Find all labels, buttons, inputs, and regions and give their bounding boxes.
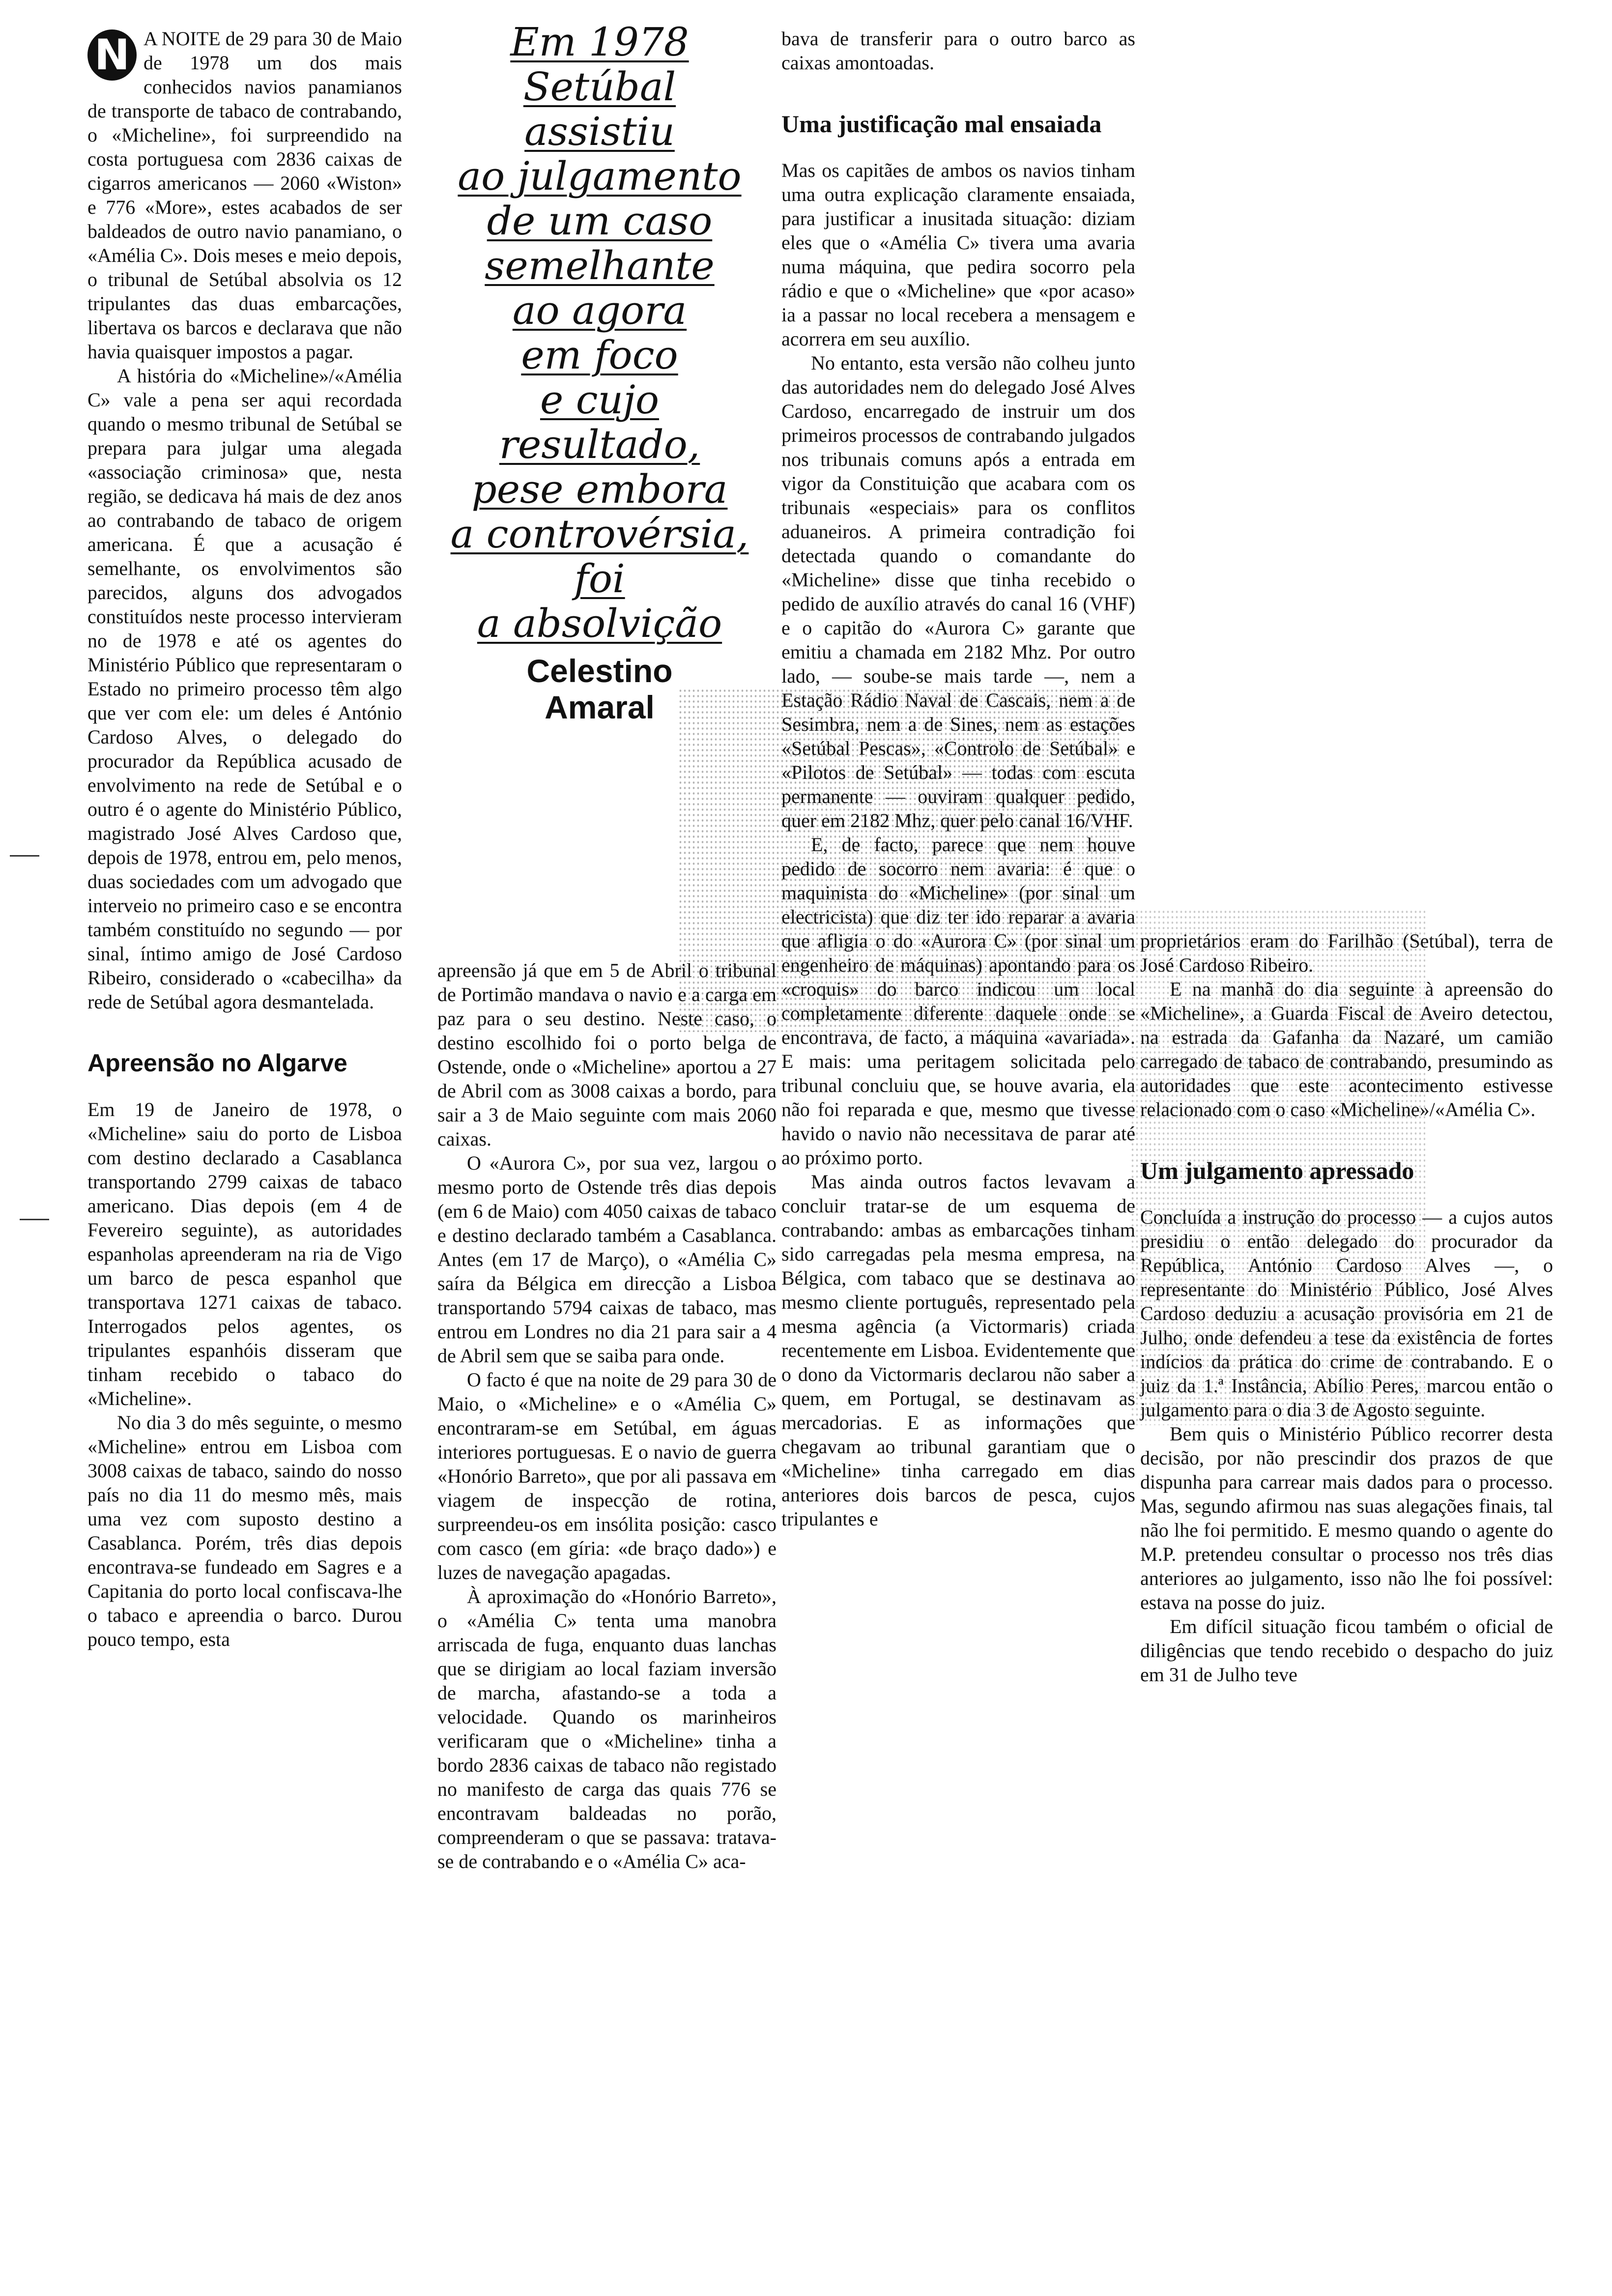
- headline-line: assistiu: [524, 109, 675, 154]
- headline-line: em foco: [521, 332, 678, 378]
- column-2: [437, 958, 777, 1873]
- headline-line: a controvérsia,: [450, 511, 749, 557]
- paragraph: proprietários eram do Farilhão (Setúbal), terra de José Cardoso Ribeiro.: [1140, 930, 1553, 976]
- column-3: [781, 27, 1135, 1531]
- headline-line: Setúbal: [523, 64, 676, 110]
- subheading: Uma justificação mal ensaiada: [781, 110, 1102, 138]
- paragraph: À aproximação do «Honório Barreto», o «Amélia C» tenta uma manobra arriscada de fuga, enquanto duas lanchas que se dirigiam ao local faziam inversão de marcha, afastando-se a toda a velocidade. Quando os marinheiros verificaram que o «Micheline» tinha a bordo 2836 caixas de tabaco não registado no manifesto de carga das quais 776 se encontravam baldeadas no porão, compreenderam o que se passava: tratava-se de contrabando e o «Amélia C» aca-: [437, 1585, 777, 1872]
- headline-line: e cujo: [540, 377, 660, 423]
- paragraph: Mas ainda outros factos levavam a concluir tratar-se de um esquema de contrabando: ambas as embarcações tinham sido carregadas pela mesma empresa, na Bélgica, com tabaco que se destinava ao mesmo cliente português, representado pela mesma agência (a Victormaris) criada recentemente em Lisboa. Evidentemente que o dono da Victormaris declarou não saber a quem, em Portugal, se destinavam as mercadorias. E as informações que chegavam ao tribunal garantiam que o «Micheline» tinha carregado em dias anteriores dois barcos de pesca, cujos tripulantes e: [781, 1171, 1135, 1530]
- byline-last-name: Amaral: [545, 689, 655, 725]
- headline-line: de um caso: [487, 198, 713, 244]
- headline-line: ao agora: [512, 287, 687, 333]
- margin-mark: [20, 1219, 49, 1220]
- paragraph: E, de facto, parece que nem houve pedido de socorro nem avaria: é que o maquinista do «Micheline» (por sinal um electricista) que diz ter ido reparar a avaria que afligia o do «Aurora C» (por sinal um engenheiro de máquinas) apontando para os «croquis» do barco indicou um local completamente diferente daquele onde se encontrava, de facto, a máquina «avariada». E mais: uma peritagem solicitada pelo tribunal concluiu que, se houve avaria, ela não foi reparada e que, mesmo que tivesse havido o navio não necessitava de parar até ao próximo porto.: [781, 833, 1135, 1169]
- paragraph: Mas os capitães de ambos os navios tinham uma outra explicação claramente ensaiada, para justificar a inusitada situação: diziam eles que o «Amélia C» tivera uma avaria numa máquina, que pedira socorro pela rádio e que o «Micheline» que «por acaso» ia a passar no local recebera a mensagem e acorrera em seu auxílio.: [781, 159, 1135, 350]
- margin-mark: [10, 855, 39, 857]
- subheading: Um julgamento apressado: [1140, 1157, 1414, 1184]
- paragraph: Em difícil situação ficou também o oficial de diligências que tendo recebido o despacho do juiz em 31 de Julho teve: [1140, 1615, 1553, 1686]
- headline-line: Em 1978: [510, 19, 689, 65]
- paragraph: A NOITE de 29 para 30 de Maio de 1978 um dos mais conhecidos navios panamianos de transporte de tabaco de contrabando, o «Micheline», foi surpreendido na costa portuguesa com 2836 caixas de cigarros americanos — 2060 «Wiston» e 776 «More», estes acabados de ser baldeados de outro navio panamiano, o «Amélia C». Dois meses e meio depois, o tribunal de Setúbal absolvia os 12 tripulantes das duas embarcações, libertava os barcos e declarava que não havia quaisquer impostos a pagar.: [87, 28, 402, 363]
- paragraph: E na manhã do dia seguinte à apreensão do «Micheline», a Guarda Fiscal de Aveiro detectou, na estrada da Gafanha da Nazaré, um camião carregado de tabaco de contrabando, presumindo as autoridades que este acontecimento estivesse relacionado com o caso «Micheline»/«Amélia C».: [1140, 978, 1553, 1120]
- headline-line: pese embora: [471, 466, 728, 512]
- drop-cap: N: [87, 29, 137, 81]
- column-1: [87, 27, 402, 1651]
- paragraph: Concluída a instrução do processo — a cujos autos presidiu o então delegado do procurador da República, António Cardoso Alves —, o representante do Ministério Público, José Alves Cardoso deduziu a acusação provisória em 21 de Julho, onde defendeu a tese da existência de fortes indícios da prática do crime de contrabando. E o juiz da 1.ª Instância, Abílio Peres, marcou então o julgamento para o dia 3 de Agosto seguinte.: [1140, 1206, 1553, 1421]
- headline-line: resultado,: [499, 422, 700, 467]
- headline-line: ao julgamento: [458, 153, 742, 199]
- paragraph: Bem quis o Ministério Público recorrer desta decisão, por não prescindir dos prazos de que dispunha para carrear mais dados para o processo. Mas, segundo afirmou nas suas alegações finais, tal não lhe foi permitido. E mesmo quando o agente do M.P. pretendeu consultar o processo nos três dias anteriores ao julgamento, isso não lhe foi possível: estava na posse do juiz.: [1140, 1423, 1553, 1613]
- headline-line: foi: [574, 556, 625, 602]
- headline-line: a absolvição: [477, 601, 722, 646]
- byline: [432, 653, 767, 725]
- subheading: Apreensão no Algarve: [87, 1049, 347, 1077]
- column-4: [1140, 929, 1553, 1687]
- paragraph: O facto é que na noite de 29 para 30 de Maio, o «Micheline» e o «Amélia C» encontraram-se em Setúbal, em águas interiores portuguesas. E o navio de guerra «Honório Barreto», que por ali passava em viagem de inspecção de rotina, surpreendeu-os em insólita posição: casco com casco (em gíria: «de braço dado») e luzes de navegação apagadas.: [437, 1369, 777, 1583]
- paragraph: apreensão já que em 5 de Abril o tribunal de Portimão mandava o navio e a carga em paz para o seu destino. Neste caso, o destino escolhido foi o porto belga de Ostende, onde o «Micheline» aportou a 27 de Abril com as 3008 caixas a bordo, para sair a 3 de Maio seguinte com mais 2060 caixas.: [437, 959, 777, 1150]
- paragraph: No entanto, esta versão não colheu junto das autoridades nem do delegado José Alves Cardoso, encarregado de instruir um dos primeiros processos de contrabando julgados nos tribunais comuns após a entrada em vigor da Constituição que acabara com os tribunais «especiais» para os conflitos aduaneiros. A primeira contradição foi detectada quando o comandante do «Micheline» disse que tinha recebido o pedido de auxílio através do canal 16 (VHF) e o capitão do «Aurora C» garante que emitiu a chamada em 2182 Mhz. Por outro lado, — soube-se mais tarde —, nem a Estação Rádio Naval de Cascais, nem a de Sesimbra, nem a de Sines, nem as estações «Setúbal Pescas», «Controlo de Setúbal» e «Pilotos de Setúbal» — todas com escuta permanente — ouviram qualquer pedido, quer em 2182 Mhz, quer pelo canal 16/VHF.: [781, 352, 1135, 832]
- headline-line: semelhante: [485, 243, 715, 288]
- headline: [432, 20, 767, 725]
- paragraph: No dia 3 do mês seguinte, o mesmo «Micheline» entrou em Lisboa com 3008 caixas de tabaco, saindo do nosso país no dia 11 do mesmo mês, mais uma vez com suposto destino a Casablanca. Porém, três dias depois encontrava-se fundeado em Sagres e a Capitania do porto local confiscava-lhe o tabaco e apreendia o barco. Durou pouco tempo, esta: [87, 1411, 402, 1650]
- paragraph: bava de transferir para o outro barco as caixas amontoadas.: [781, 28, 1135, 74]
- paragraph: A história do «Micheline»/«Amélia C» vale a pena ser aqui recordada quando o mesmo tribunal de Setúbal se prepara para julgar uma alegada «associação criminosa» que, nesta região, se dedicava há mais de dez anos ao contrabando de tabaco de origem americana. É que a acusação é semelhante, os envolvimentos são parecidos, alguns dos advogados constituídos neste processo intervieram no de 1978 e até os agentes do Ministério Público que representaram o Estado no primeiro processo têm algo que ver com ele: um deles é António Cardoso Alves, o delegado do procurador da República acusado de envolvimento na rede de Setúbal e o outro é o agente do Ministério Público, magistrado José Alves Cardoso que, depois de 1978, entrou em, pelo menos, duas sociedades com um advogado que interveio no primeiro caso e se encontra também constituído no segundo — por sinal, íntimo amigo de José Cardoso Ribeiro, considerado o «cabecilha» da rede de Setúbal agora desmantelada.: [87, 365, 402, 1013]
- paragraph: O «Aurora C», por sua vez, largou o mesmo porto de Ostende três dias depois (em 6 de Maio) com 4050 caixas de tabaco e destino declarado também a Casablanca. Antes (em 17 de Março), o «Amélia C» saíra da Bélgica em direcção a Lisboa transportando 5794 caixas de tabaco, mas entrou em Londres no dia 21 para sair a 4 de Abril sem que se saiba para onde.: [437, 1152, 777, 1367]
- paragraph: Em 19 de Janeiro de 1978, o «Micheline» saiu do porto de Lisboa com destino declarado a Casablanca transportando 2799 caixas de tabaco americano. Dias depois (em 4 de Fevereiro seguinte), as autoridades espanholas apreenderam na ria de Vigo um barco de pesca espanhol que transportava 1271 caixas de tabaco. Interrogados pelos agentes, os tripulantes espanhóis disseram que tinham recebido o tabaco do «Micheline».: [87, 1098, 402, 1409]
- byline-first-name: Celestino: [526, 653, 673, 689]
